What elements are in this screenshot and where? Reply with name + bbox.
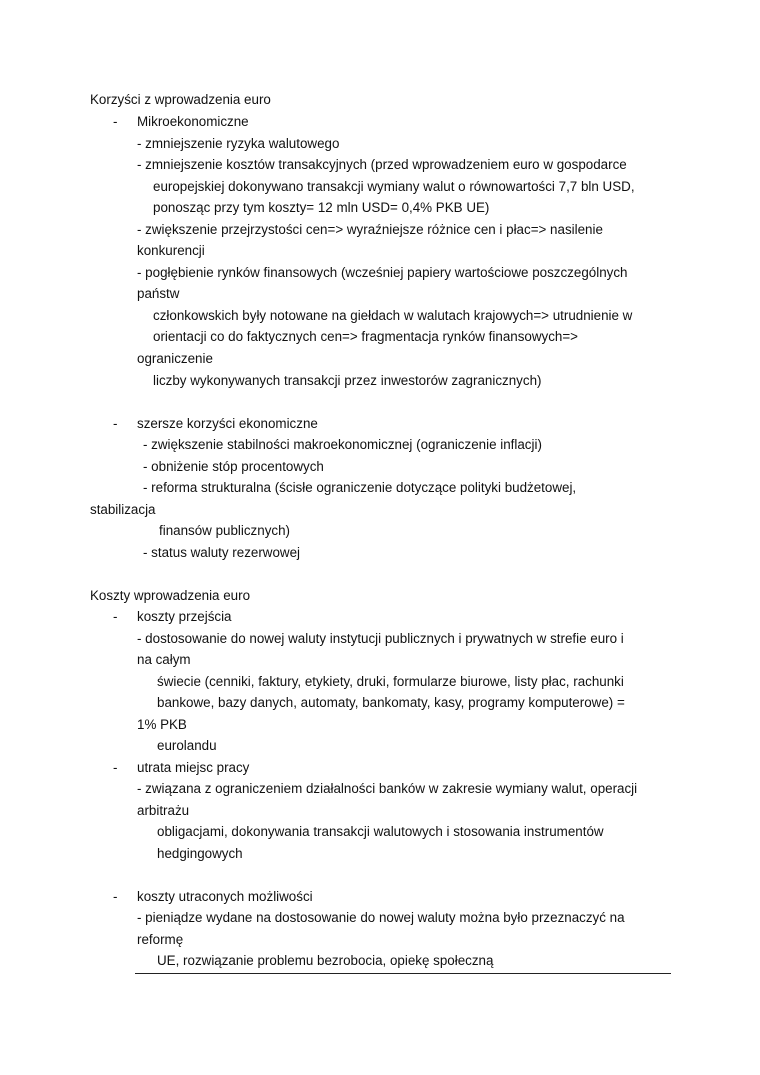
opportunity-line: - pieniądze wydane na dostosowanie do nowej waluty można było przeznaczyć na	[137, 910, 625, 925]
broad-line: - obniżenie stóp procentowych	[143, 459, 324, 474]
jobs-title: utrata miejsc pracy	[137, 760, 250, 775]
opportunity-line: reformę	[137, 932, 184, 947]
transition-line: - dostosowanie do nowej waluty instytucji publicznych i prywatnych w strefie euro i	[137, 631, 624, 646]
jobs-line: - związana z ograniczeniem działalności banków w zakresie wymiany walut, operacji	[137, 781, 638, 796]
micro-line: orientacji co do faktycznych cen=> fragmentacja rynków finansowych=>	[153, 329, 579, 344]
micro-line: liczby wykonywanych transakcji przez inwestorów zagranicznych)	[153, 373, 542, 388]
jobs-line: hedgingowych	[157, 846, 243, 861]
broad-title: szersze korzyści ekonomiczne	[137, 416, 318, 431]
transition-title: koszty przejścia	[137, 609, 232, 624]
transition-line: bankowe, bazy danych, automaty, bankomaty, kasy, programy komputerowe) =	[157, 695, 625, 710]
jobs-line: obligacjami, dokonywania transakcji walutowych i stosowania instrumentów	[157, 824, 604, 839]
broad-line: finansów publicznych)	[159, 523, 290, 538]
opportunity-line: UE, rozwiązanie problemu bezrobocia, opiekę społeczną	[157, 953, 494, 968]
broad-line: - reforma strukturalna (ścisłe ograniczenie dotyczące polityki budżetowej,	[143, 480, 577, 495]
transition-line: 1% PKB	[137, 717, 187, 732]
micro-line: ograniczenie	[137, 351, 213, 366]
micro-line: członkowskich były notowane na giełdach w walutach krajowych=> utrudnienie w	[153, 308, 633, 323]
transition-line: świecie (cenniki, faktury, etykiety, druki, formularze biurowe, listy płac, rachunki	[157, 674, 624, 689]
micro-line: - zmniejszenie ryzyka walutowego	[137, 136, 340, 151]
micro-line: państw	[137, 286, 180, 301]
broad-line: stabilizacja	[90, 502, 156, 517]
transition-line: na całym	[137, 652, 191, 667]
micro-line: konkurencji	[137, 243, 205, 258]
jobs-line: arbitrażu	[137, 803, 190, 818]
micro-line: ponosząc przy tym koszty= 12 mln USD= 0,4% PKB UE)	[153, 200, 490, 215]
bottom-rule	[135, 973, 671, 974]
bullet-dash: -	[113, 416, 118, 431]
benefits-heading: Korzyści z wprowadzenia euro	[90, 92, 271, 107]
transition-line: eurolandu	[157, 738, 217, 753]
micro-line: - zmniejszenie kosztów transakcyjnych (przed wprowadzeniem euro w gospodarce	[137, 157, 627, 172]
micro-line: europejskiej dokonywano transakcji wymiany walut o równowartości 7,7 bln USD,	[153, 179, 635, 194]
bullet-dash: -	[113, 889, 118, 904]
bullet-dash: -	[113, 609, 118, 624]
broad-line: - status waluty rezerwowej	[143, 545, 301, 560]
bullet-dash: -	[113, 114, 118, 129]
bullet-dash: -	[113, 760, 118, 775]
micro-title: Mikroekonomiczne	[137, 114, 249, 129]
micro-line: - pogłębienie rynków finansowych (wcześniej papiery wartościowe poszczególnych	[137, 265, 628, 280]
broad-line: - zwiększenie stabilności makroekonomicznej (ograniczenie inflacji)	[143, 437, 542, 452]
costs-heading: Koszty wprowadzenia euro	[90, 588, 251, 603]
opportunity-title: koszty utraconych możliwości	[137, 889, 313, 904]
micro-line: - zwiększenie przejrzystości cen=> wyraźniejsze różnice cen i płac=> nasilenie	[137, 222, 603, 237]
